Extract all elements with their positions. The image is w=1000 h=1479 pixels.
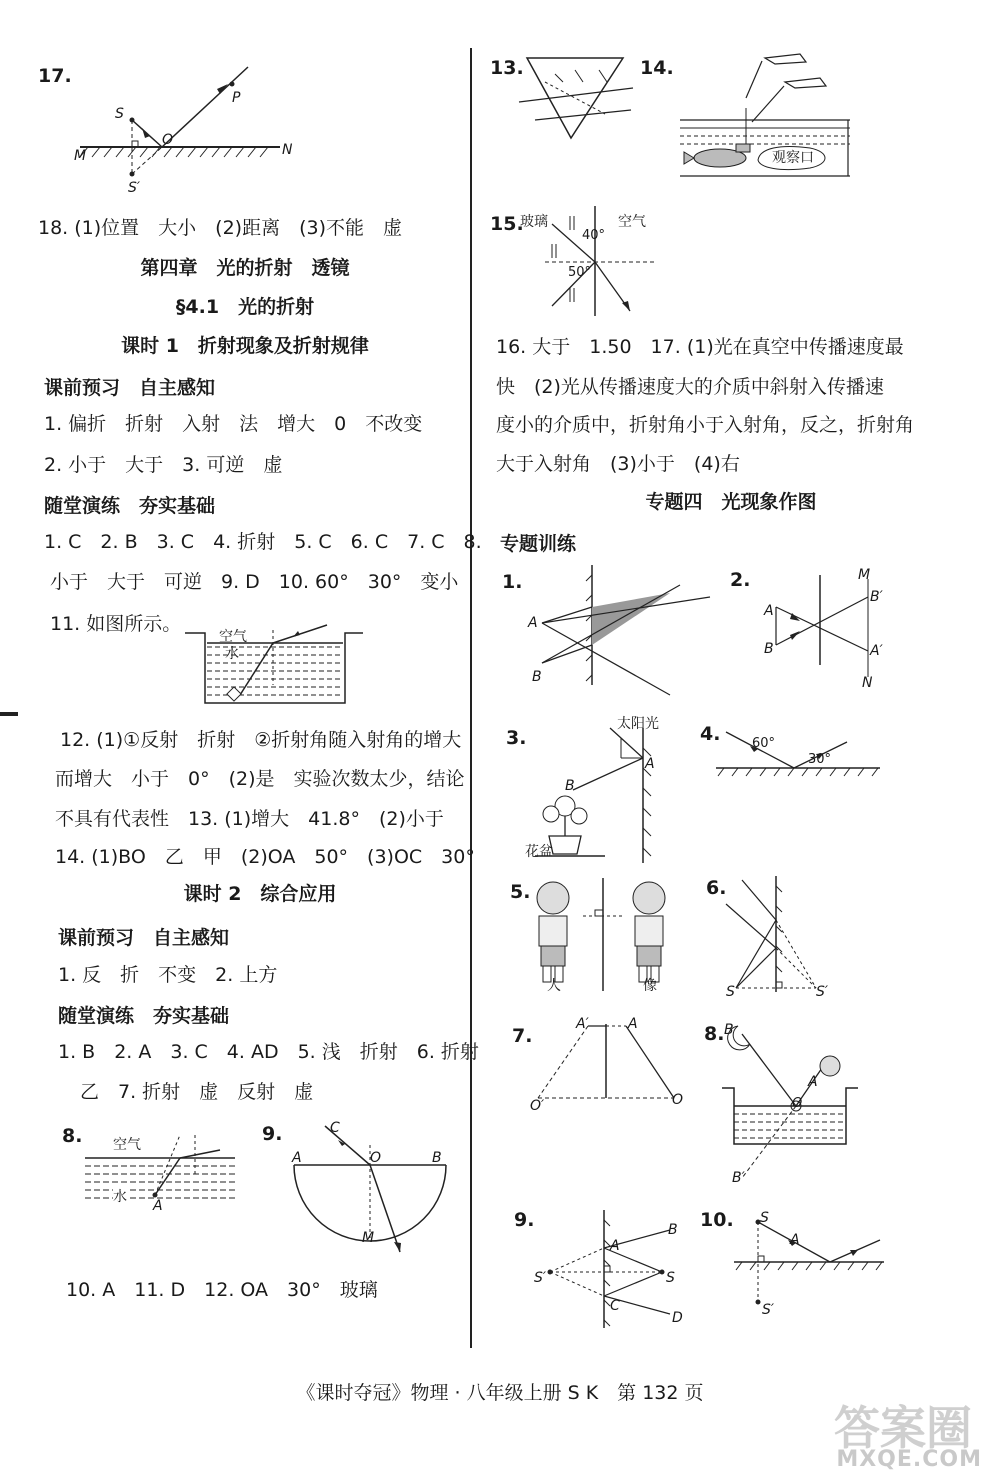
lesson1-line-7: 而增大 小于 0° (2)是 实验次数太少，结论 (55, 768, 465, 790)
question-8-number: 8. (62, 1125, 83, 1147)
label-S-prime: S′ (816, 984, 829, 1000)
figure-t5-person-mirror (525, 876, 685, 996)
lesson-2-title: 课时 2 综合应用 (183, 883, 337, 905)
topic-9-number: 9. (514, 1209, 535, 1231)
lesson1-line-4: 小于 大于 可逆 9. D 10. 60° 30° 变小 (50, 571, 459, 593)
figure-15-glass-air (520, 206, 670, 316)
label-N: N (862, 675, 873, 691)
label-flowerpot: 花盆 (525, 844, 553, 860)
lesson2-line-4: 10. A 11. D 12. OA 30° 玻璃 (66, 1279, 378, 1301)
question-14-number: 14. (640, 57, 674, 79)
page-footer: 《课时夺冠》物理 · 八年级上册 S K 第 132 页 (296, 1382, 704, 1404)
answer-16-17-line-4: 大于入射角 (3)小于 (4)右 (496, 453, 740, 475)
lesson2-line-3: 乙 7. 折射 虚 反射 虚 (80, 1081, 314, 1103)
label-P: P (232, 90, 241, 106)
lesson1-line-9: 14. (1)BO 乙 甲 (2)OA 50° (3)OC 30° (55, 846, 475, 868)
lesson1-line-6: 12. (1)①反射 折射 ②折射角随入射角的增大 (60, 729, 462, 751)
section-title: §4.1 光的折射 (175, 296, 315, 318)
column-divider (470, 48, 472, 1348)
topic-5-number: 5. (510, 881, 531, 903)
topic-10-number: 10. (700, 1209, 734, 1231)
label-A: A (153, 1198, 163, 1214)
label-air: 空气 (113, 1137, 141, 1153)
label-angle-30: 30° (808, 752, 832, 767)
practice-heading-2: 随堂演练 夯实基础 (58, 1005, 230, 1027)
label-O: O (672, 1092, 684, 1108)
topic-2-number: 2. (730, 569, 751, 591)
lesson1-line-2: 2. 小于 大于 3. 可逆 虚 (44, 454, 283, 476)
figure-8-refraction (85, 1130, 235, 1214)
lesson-1-title: 课时 1 折射现象及折射规律 (121, 335, 369, 357)
question-9-number: 9. (262, 1123, 283, 1145)
label-O-prime: O′ (530, 1098, 545, 1114)
practice-heading-1: 随堂演练 夯实基础 (44, 495, 216, 517)
label-image: 像 (643, 978, 657, 994)
page-edge-mark (0, 712, 18, 716)
figure-t2-mirror-image (760, 565, 890, 690)
answer-16-17-line-1: 16. 大于 1.50 17. (1)光在真空中传播速度最 (496, 336, 904, 358)
chapter-title: 第四章 光的折射 透镜 (140, 257, 350, 279)
label-S-prime: S′ (762, 1302, 775, 1318)
answer-16-17-line-2: 快 (2)光从传播速度大的介质中斜射入传播速 (496, 376, 884, 398)
topic-title: 专题四 光现象作图 (645, 491, 817, 513)
question-15-number: 15. (490, 213, 524, 235)
watermark-url: MXQE.COM (836, 1447, 982, 1472)
label-A: A (645, 756, 655, 772)
figure-9-semicircle-glass (290, 1120, 450, 1260)
label-A: A (790, 1232, 800, 1248)
label-M: M (362, 1230, 375, 1246)
label-A-prime: A′ (576, 1016, 589, 1032)
label-C: C (610, 1298, 620, 1314)
label-observation-window: 观察口 (772, 150, 814, 166)
figure-17-mirror-reflection (70, 62, 300, 197)
figure-t6-light-source (722, 876, 842, 1001)
label-O: O (370, 1150, 382, 1166)
label-angle-40: 40° (582, 228, 606, 243)
label-water: 水 (113, 1185, 127, 1209)
pre-study-heading-1: 课前预习 自主感知 (44, 377, 216, 399)
label-water: 水 (225, 646, 239, 662)
topic-6-number: 6. (706, 877, 727, 899)
figure-t3-sunlight-flowerpot (525, 718, 695, 863)
figure-13-prism (515, 52, 635, 142)
figure-t8-water-reflection (722, 1016, 862, 1188)
topic-3-number: 3. (506, 727, 527, 749)
lesson2-line-1: 1. 反 折 不变 2. 上方 (58, 964, 278, 986)
label-O: O (792, 1096, 803, 1111)
figure-t10-plane-mirror (730, 1206, 890, 1316)
lesson1-line-5: 11. 如图所示。 (50, 613, 182, 635)
topic-8-number: 8. (704, 1023, 725, 1045)
answer-18: 18. (1)位置 大小 (2)距离 (3)不能 虚 (38, 217, 402, 239)
label-C: C (330, 1120, 340, 1136)
label-M: M (858, 567, 871, 583)
label-S: S (666, 1270, 675, 1286)
label-B: B (565, 778, 575, 794)
label-B-prime: B′ (870, 589, 883, 605)
question-13-number: 13. (490, 57, 524, 79)
label-person: 人 (547, 978, 561, 994)
label-D: D (672, 1310, 683, 1326)
watermark-logo: 答案圈 (834, 1401, 972, 1455)
label-A: A (610, 1238, 620, 1254)
label-air: 空气 (219, 629, 247, 645)
lesson1-line-1: 1. 偏折 折射 入射 法 增大 0 不改变 (44, 413, 423, 435)
label-S: S (726, 984, 735, 1000)
label-B: B (432, 1150, 442, 1166)
label-A-prime: A′ (870, 643, 883, 659)
figure-t9-periscope (530, 1210, 690, 1330)
figure-t7-mirror (530, 1018, 690, 1113)
lesson1-line-8: 不具有代表性 13. (1)增大 41.8° (2)小于 (55, 808, 444, 830)
label-B: B (668, 1222, 678, 1238)
label-A: A (764, 603, 774, 619)
topic-training-heading: 专题训练 (500, 533, 577, 555)
pre-study-heading-2: 课前预习 自主感知 (58, 927, 230, 949)
figure-14-submarine (680, 48, 850, 188)
label-air: 空气 (618, 214, 646, 230)
figure-t4-reflection-angles (712, 726, 882, 781)
label-A: A (528, 615, 538, 631)
lesson2-line-2: 1. B 2. A 3. C 4. AD 5. 浅 折射 6. 折射 (58, 1041, 479, 1063)
topic-1-number: 1. (502, 571, 523, 593)
label-angle-60: 60° (752, 736, 776, 751)
label-A: A (808, 1074, 818, 1090)
label-O: O (162, 132, 174, 148)
label-S-prime: S′ (534, 1270, 547, 1286)
label-S: S (115, 106, 124, 122)
label-A: A (628, 1016, 638, 1032)
label-N: N (282, 142, 293, 158)
topic-7-number: 7. (512, 1025, 533, 1047)
label-sunlight: 太阳光 (617, 716, 659, 732)
label-angle-50: 50° (568, 265, 592, 280)
topic-4-number: 4. (700, 723, 721, 745)
label-B: B (764, 641, 774, 657)
figure-t1-mirror-field (520, 565, 720, 695)
answer-16-17-line-3: 度小的介质中，折射角小于入射角，反之，折射角 (496, 414, 915, 436)
lesson1-line-3: 1. C 2. B 3. C 4. 折射 5. C 6. C 7. C 8. (44, 531, 482, 553)
label-B: B (532, 669, 542, 685)
figure-11-refraction-tank (185, 625, 380, 715)
label-S: S (760, 1210, 769, 1226)
label-A: A (292, 1150, 302, 1166)
label-B: B (724, 1022, 734, 1038)
label-S-prime: S′ (128, 180, 141, 196)
label-B-prime: B′ (732, 1170, 745, 1186)
label-glass: 玻璃 (520, 214, 548, 230)
question-17-number: 17. (38, 65, 72, 87)
label-M: M (74, 148, 87, 164)
